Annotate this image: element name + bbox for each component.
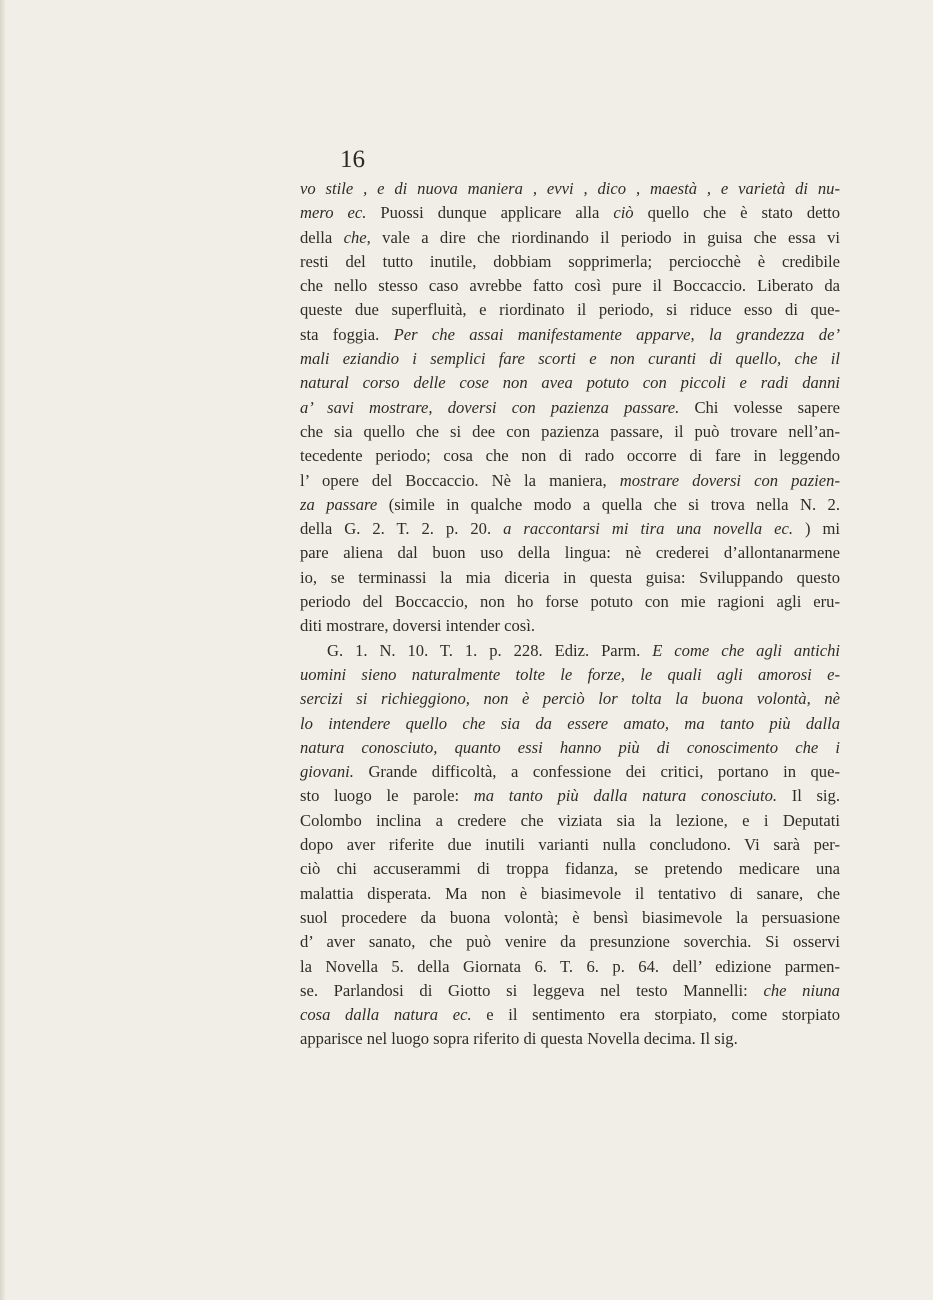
- text-line: [300, 784, 840, 808]
- text-span: resti del tutto inutile, dobbiam sopprimerla; perciocchè è credibile: [300, 251, 840, 271]
- text-span: la Novella 5. della Giornata 6. T. 6. p. 64. dell’ edizione parmen-: [300, 956, 840, 976]
- text-line: [300, 566, 840, 590]
- text-span: queste due superfluità, e riordinato il periodo, si riduce esso di que-: [300, 300, 840, 320]
- text-span: e il sentimento era storpiato, come storpiato: [471, 1005, 841, 1025]
- text-line: [300, 371, 840, 395]
- page-edge: [0, 0, 6, 1300]
- text-span: che nello stesso caso avrebbe fatto così pure il Boccaccio. Liberato da: [300, 276, 840, 296]
- text-span: che sia quello che si dee con pazienza passare, il può trovare nell’an-: [300, 421, 840, 441]
- text-line: [300, 347, 840, 371]
- text-span: malattia disperata. Ma non è biasimevole il tentativo di sanare, che: [300, 883, 840, 903]
- text-span: Chi volesse sapere: [679, 397, 840, 417]
- italic-text: vo stile , e di nuova maniera , evvi , dico , maestà , e varietà di nu-: [300, 179, 840, 198]
- text-line: [300, 517, 840, 541]
- text-span: l’ opere del Boccaccio. Nè la maniera,: [300, 470, 620, 490]
- italic-text: mostrare doversi con pazien-: [619, 470, 840, 490]
- text-span: ) mi: [792, 519, 840, 539]
- text-line: [300, 250, 840, 274]
- text-line: [300, 1027, 840, 1051]
- text-span: quello che è stato detto: [633, 203, 840, 223]
- text-line: [300, 857, 840, 881]
- text-span: dopo aver riferite due inutili varianti nulla concludono. Vi sarà per-: [300, 835, 840, 855]
- text-span: Puossi dunque applicare alla: [366, 203, 614, 223]
- text-line: [300, 493, 840, 517]
- text-span: periodo del Boccaccio, non ho forse potuto con mie ragioni agli eru-: [300, 592, 840, 612]
- text-line: [300, 177, 840, 201]
- italic-text: a’ savi mostrare, doversi con pazienza passare.: [300, 397, 680, 417]
- text-span: pare aliena dal buon uso della lingua: nè crederei d’allontanarmene: [300, 543, 840, 563]
- italic-text: che niuna: [763, 980, 840, 1000]
- text-span: sta foggia.: [300, 324, 394, 344]
- text-span: sto luogo le parole:: [300, 786, 474, 806]
- text-line: [300, 760, 840, 784]
- text-span: d’ aver sanato, che può venire da presunzione soverchia. Si osservi: [300, 932, 840, 952]
- text-span: Il sig.: [777, 786, 840, 806]
- text-line: [300, 663, 840, 687]
- text-line: [300, 955, 840, 979]
- text-line: [300, 614, 840, 638]
- text-span: diti mostrare, doversi intender così.: [300, 616, 536, 636]
- text-line: [300, 420, 840, 444]
- italic-text: uomini sieno naturalmente tolte le forze, le quali agli amorosi e-: [300, 664, 840, 684]
- text-line: [300, 1003, 840, 1027]
- text-line: [300, 736, 840, 760]
- text-line: [300, 274, 840, 298]
- italic-text: E come che agli antichi: [652, 640, 840, 660]
- text-line: [300, 396, 840, 420]
- text-span: G. 1. N. 10. T. 1. p. 228. Ediz. Parm.: [327, 640, 653, 660]
- text-span: ciò chi accuserammi di troppa fidanza, se pretendo medicare una: [300, 859, 840, 879]
- italic-text: natura conosciuto, quanto essi hanno più di conoscimento che i: [300, 737, 840, 757]
- text-line: [300, 639, 840, 663]
- italic-text: a raccontarsi mi tira una novella ec.: [503, 519, 793, 539]
- text-line: [300, 226, 840, 250]
- text-span: (simile in qualche modo a quella che si trova nella N. 2.: [377, 494, 841, 514]
- text-line: [300, 930, 840, 954]
- text-span: tecedente periodo; cosa che non di rado occorre di fare in leggendo: [300, 446, 840, 466]
- text-line: [300, 882, 840, 906]
- text-span: della G. 2. T. 2. p. 20.: [300, 519, 504, 539]
- text-span: io, se terminassi la mia diceria in questa guisa: Sviluppando questo: [300, 567, 840, 587]
- text-line: [300, 590, 840, 614]
- text-span: Grande difficoltà, a confessione dei critici, portano in que-: [353, 762, 840, 782]
- italic-text: natural corso delle cose non avea potuto con piccoli e radi danni: [300, 373, 840, 393]
- italic-text: mali eziandio i semplici fare scorti e non curanti di quello, che il: [300, 349, 840, 369]
- italic-text: che: [343, 227, 367, 247]
- text-line: [300, 906, 840, 930]
- text-line: [300, 469, 840, 493]
- text-span: della: [300, 227, 344, 247]
- text-line: [300, 979, 840, 1003]
- text-line: [300, 323, 840, 347]
- text-span: apparisce nel luogo sopra riferito di questa Novella decima. Il sig.: [300, 1029, 738, 1049]
- text-line: [300, 444, 840, 468]
- text-line: [300, 201, 840, 225]
- body-text: [300, 177, 840, 1052]
- text-line: [300, 809, 840, 833]
- italic-text: ciò: [613, 203, 634, 223]
- italic-text: za passare: [300, 494, 378, 514]
- italic-text: cosa dalla natura ec.: [300, 1005, 472, 1025]
- text-line: [300, 298, 840, 322]
- text-line: [300, 541, 840, 565]
- text-line: [300, 712, 840, 736]
- italic-text: sercizi si richieggiono, non è perciò lor tolta la buona volontà, nè: [300, 689, 840, 709]
- page-number: 16: [340, 146, 365, 173]
- italic-text: lo intendere quello che sia da essere amato, ma tanto più dalla: [300, 713, 840, 733]
- text-line: [300, 687, 840, 711]
- italic-text: giovani.: [300, 762, 354, 782]
- text-span: Colombo inclina a credere che viziata sia la lezione, e i Deputati: [300, 810, 840, 830]
- text-line: [300, 833, 840, 857]
- text-span: , vale a dire che riordinando il periodo in guisa che essa vi: [366, 227, 840, 247]
- italic-text: mero ec.: [300, 203, 367, 223]
- italic-text: ma tanto più dalla natura conosciuto.: [473, 786, 778, 806]
- text-span: se. Parlandosi di Giotto si leggeva nel testo Mannelli:: [300, 980, 764, 1000]
- italic-text: Per che assai manifestamente apparve, la grandezza de’: [393, 324, 840, 344]
- text-span: suol procedere da buona volontà; è bensì biasimevole la persuasione: [300, 907, 840, 927]
